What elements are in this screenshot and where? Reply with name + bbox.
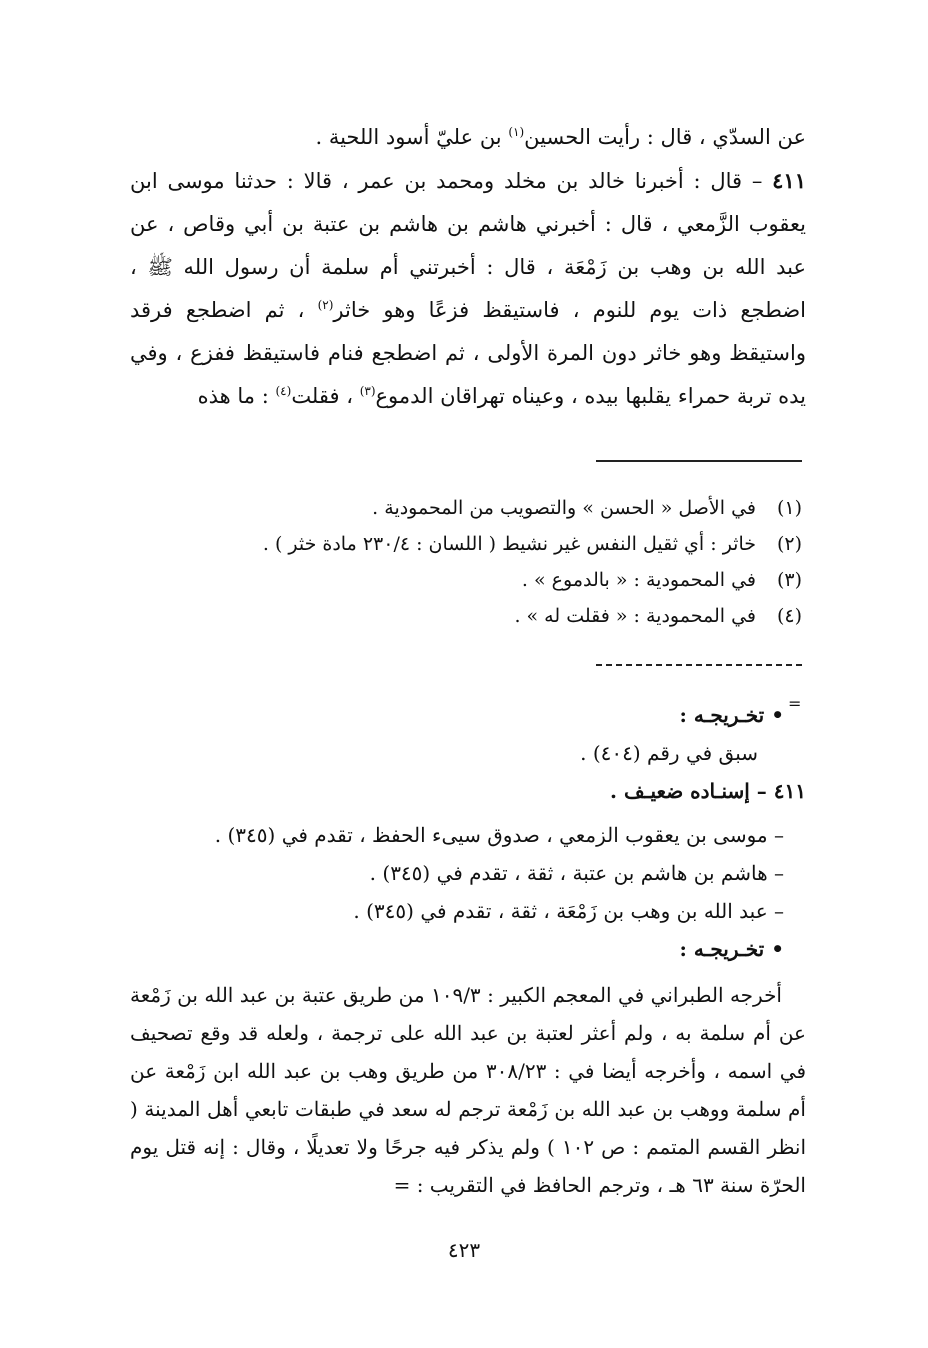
footnotes-block	[126, 490, 802, 634]
footnote-text: في المحمودية : « فقلت له » .	[514, 605, 756, 627]
footnote-text: في الأصل « الحسن » والتصويب من المحمودية .	[372, 497, 756, 519]
footnote-item	[126, 490, 802, 526]
footnote-item	[126, 562, 802, 598]
footnote-number: (٢)	[776, 533, 802, 555]
takhrij-2-text: أخرجه الطبراني في المعجم الكبير : ١٠٩/٣ من طريق عتبة بن عبد الله بن زَمْعة عن أم سلمة به ، ولم أعثر لعتبة بن عبد الله على ترجمة ، ولعله قد وقع تصحيف في اسمه ، وأخرجه أيضا في : ٣٠٨/٢٣ من طريق وهب بن عبد الله ابن زَمْعة عن أم سلمة ووهب بن عبد الله بن زَمْعة ترجم له سعد في طبقات تابعي أهل المدينة ( انظر القسم المتمم : ص ١٠٢ ) ولم يذكر فيه جرحًا ولا تعديلًا ، وقال : إنه قتل يوم الحرّة سنة ٦٣ هـ ، وترجم الحافظ في التقريب : =	[130, 983, 807, 1197]
opening-line	[130, 116, 806, 159]
isnad-heading-line	[130, 772, 806, 810]
takhrij-heading-2: • تخـريجـه :	[679, 937, 784, 961]
footnote-number: (٤)	[776, 605, 802, 627]
footnote-separator	[596, 460, 802, 462]
hadith-number: ٤١١	[772, 168, 806, 193]
isnad-number: ٤١١	[773, 779, 806, 803]
continuation-mark: =	[788, 694, 802, 713]
footnote-number: (١)	[776, 497, 802, 519]
isnad-heading: – إسنـاده ضعيـف .	[610, 779, 774, 803]
hadith-text-part-d: : ما هذه	[197, 384, 276, 408]
hadith-paragraph	[130, 159, 806, 418]
page-number: ٤٢٣	[447, 1238, 481, 1262]
hadith-text-part-b: ، ثم اضطجع فرقد واستيقظ وهو خاثر دون المرة الأولى ، ثم اضطجع فنام فاستيقظ ففزع ، وفي يده تربة حمراء يقلبها بيده ، وعيناه تهراقان الدموع	[130, 298, 806, 408]
footnote-text: في المحمودية : « بالدموع » .	[521, 569, 756, 591]
narrator-item: – موسى بن يعقوب الزمعي ، صدوق سيىء الحفظ ، تقدم في (٣٤٥) .	[214, 823, 784, 847]
hadith-text-part-c: ، فقلت	[291, 384, 360, 408]
footnote-text: خاثر : أي ثقيل النفس غير نشيط ( اللسان : ٢٣٠/٤ مادة خثر ) .	[262, 533, 756, 555]
opening-line-text-end: بن عليّ أسود اللحية .	[315, 125, 509, 149]
main-text-block	[130, 116, 806, 418]
commentary-separator	[596, 664, 802, 666]
takhrij-1-text: سبق في رقم (٤٠٤) .	[580, 741, 758, 765]
opening-line-text: عن السدّي ، قال : رأيت الحسين	[524, 125, 806, 149]
footnote-ref-3: (٣)	[359, 384, 376, 398]
footnote-item	[126, 526, 802, 562]
footnote-item	[126, 598, 802, 634]
footnote-number: (٣)	[776, 569, 802, 591]
takhrij-heading-1: • تخـريجـه :	[679, 703, 784, 727]
narrator-item: – هاشم بن هاشم بن عتبة ، ثقة ، تقدم في (٣٤٥) .	[369, 861, 784, 885]
narrator-item: – عبد الله بن وهب بن زَمْعَة ، ثقة ، تقدم في (٣٤٥) .	[353, 899, 784, 923]
footnote-ref-4: (٤)	[275, 384, 292, 398]
footnote-ref-1: (١)	[508, 125, 525, 139]
hadith-text-part-a: – قال : أخبرنا خالد بن مخلد ومحمد بن عمر ، قالا : حدثنا موسى ابن يعقوب الزَّمعي ، قال : أخبرني هاشم بن هاشم بن عتبة بن أبي وقاص ، عن عبد الله بن وهب بن زَمْعَة ، قال : أخبرتني أم سلمة أن رسول الله ﷺ ، اضطجع ذات يوم للنوم ، فاستيقظ فزعًا وهو خاثر	[130, 169, 806, 322]
footnote-ref-2: (٢)	[317, 298, 334, 312]
commentary-block	[130, 696, 806, 1204]
